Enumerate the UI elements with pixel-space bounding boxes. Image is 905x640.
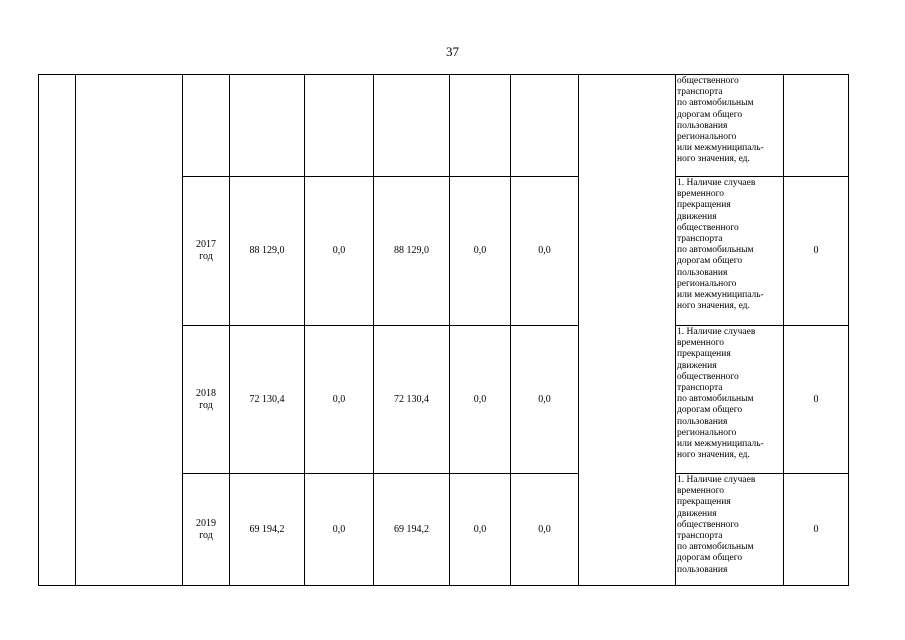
indicator-cell: общественного транспорта по автомобильным дорогам общего пользования регионального или межмуниципаль- ного значения, ед. (676, 75, 784, 177)
indicator-value-cell (784, 75, 849, 177)
local-budget-cell: 0,0 (450, 177, 511, 326)
total-cell (230, 75, 305, 177)
other-sources-cell: 0,0 (511, 177, 579, 326)
year-cell (183, 75, 230, 177)
regional-budget-cell: 72 130,4 (374, 326, 450, 474)
federal-budget-cell: 0,0 (305, 326, 374, 474)
indicator-value-cell: 0 (784, 326, 849, 474)
table-row (39, 75, 849, 177)
federal-budget-cell: 0,0 (305, 177, 374, 326)
other-sources-cell: 0,0 (511, 474, 579, 586)
indicator-cell: 1. Наличие случаев временного прекращения движения общественного транспорта по автомобильным дорогам общего пользования регионального или межмуниципаль- ного значения, ед. (676, 326, 784, 474)
budget-table (38, 74, 849, 586)
number-cell (39, 75, 76, 586)
year-cell: 2019 год (183, 474, 230, 586)
total-cell: 72 130,4 (230, 326, 305, 474)
year-cell: 2018 год (183, 326, 230, 474)
other-sources-cell: 0,0 (511, 326, 579, 474)
regional-budget-cell: 69 194,2 (374, 474, 450, 586)
regional-budget-cell: 88 129,0 (374, 177, 450, 326)
total-cell: 88 129,0 (230, 177, 305, 326)
executor-cell (579, 75, 676, 586)
regional-budget-cell (374, 75, 450, 177)
indicator-cell: 1. Наличие случаев временного прекращения движения общественного транспорта по автомобильным дорогам общего пользования (676, 474, 784, 586)
local-budget-cell: 0,0 (450, 326, 511, 474)
indicator-value-cell: 0 (784, 474, 849, 586)
indicator-value-cell: 0 (784, 177, 849, 326)
federal-budget-cell: 0,0 (305, 474, 374, 586)
program-name-cell (76, 75, 183, 586)
local-budget-cell: 0,0 (450, 474, 511, 586)
total-cell: 69 194,2 (230, 474, 305, 586)
page-number: 37 (446, 44, 459, 59)
other-sources-cell (511, 75, 579, 177)
year-cell: 2017 год (183, 177, 230, 326)
local-budget-cell (450, 75, 511, 177)
indicator-cell: 1. Наличие случаев временного прекращения движения общественного транспорта по автомобильным дорогам общего пользования регионального или межмуниципаль- ного значения, ед. (676, 177, 784, 326)
federal-budget-cell (305, 75, 374, 177)
